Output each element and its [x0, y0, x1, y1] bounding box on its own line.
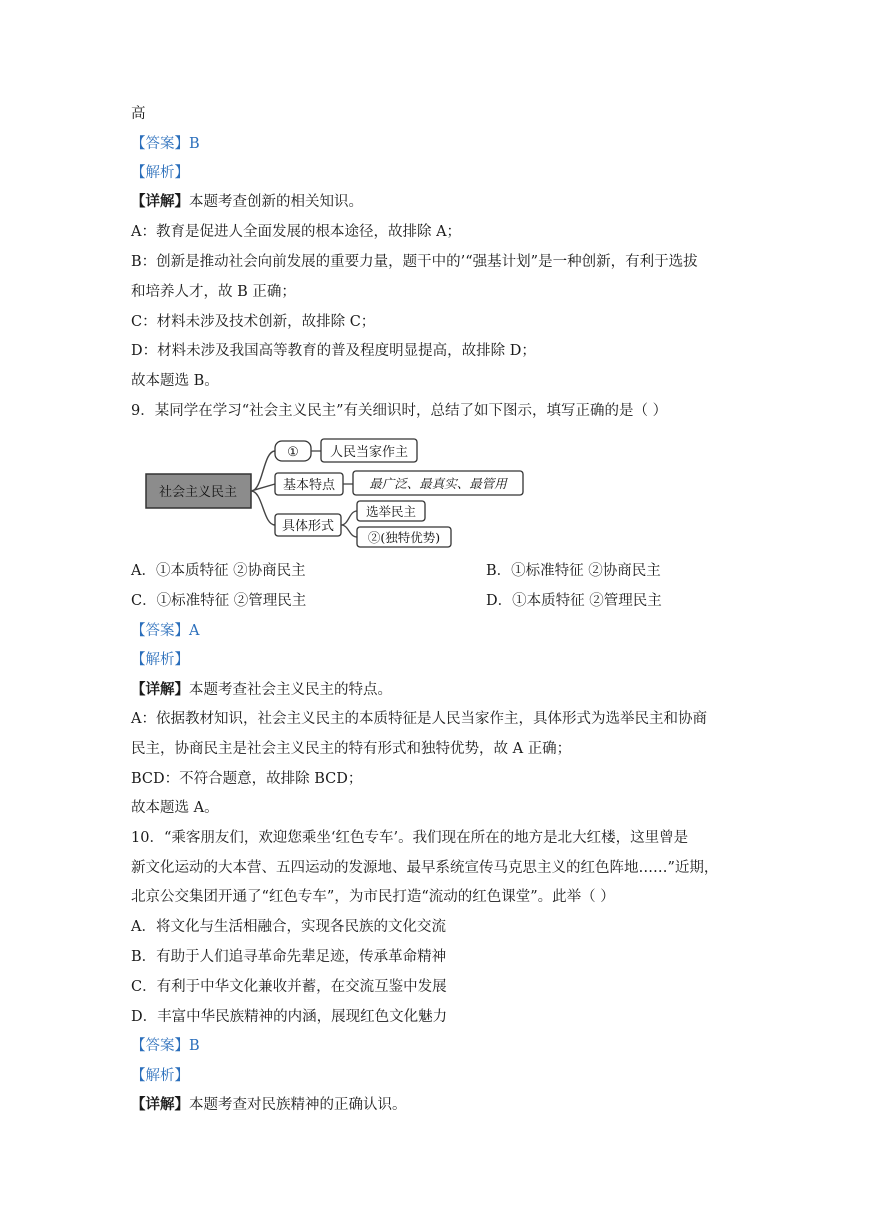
text-line: 故本题选 A。 [131, 800, 219, 816]
option-a: A．①本质特征 ②协商民主 [131, 563, 306, 579]
diagram-leaf-1-label: 人民当家作主 [329, 445, 409, 460]
analysis-label: 【解析】 [131, 165, 189, 181]
diagram-leaf-3a-label: 选举民主 [365, 504, 417, 519]
question-10-cont: 新文化运动的大本营、五四运动的发源地、最早系统宣传马克思主义的红色阵地……”近期， [131, 860, 719, 876]
detail-line [131, 680, 392, 700]
option-d: D．丰富中华民族精神的内涵，展现红色文化魅力 [131, 1009, 448, 1025]
detail-text: 本题考查社会主义民主的特点。 [189, 682, 392, 698]
question-10-cont: 北京公交集团开通了“红色专车”，为市民打造“流动的红色课堂”。此举（ ） [131, 889, 615, 905]
diagram-leaf-2-label: 最广泛、最真实、最管用 [369, 476, 507, 491]
text-line: BCD：不符合题意，故排除 BCD； [131, 771, 363, 787]
answer-label: 【答案】B [131, 136, 200, 152]
analysis-label: 【解析】 [131, 652, 189, 668]
answer-label: 【答案】B [131, 1038, 200, 1054]
detail-label: 【详解】 [131, 193, 189, 210]
option-b: B．有助于人们追寻革命先辈足迹，传承革命精神 [131, 949, 447, 965]
text-line: 和培养人才，故 B 正确； [131, 284, 296, 300]
text-line: B：创新是推动社会向前发展的重要力量，题干中的’“强基计划”是一种创新，有利于选拔 [131, 254, 698, 270]
answer-label: 【答案】A [131, 623, 200, 639]
detail-text: 本题考查创新的相关知识。 [189, 194, 363, 210]
diagram-node-2-label: 基本特点 [282, 478, 336, 493]
option-a: A．将文化与生活相融合，实现各民族的文化交流 [131, 919, 446, 935]
question-10: 10．“乘客朋友们，欢迎您乘坐‘红色专车’。我们现在所在的地方是北大红楼，这里曾是 [131, 830, 689, 846]
detail-label: 【详解】 [131, 681, 189, 698]
detail-line [131, 1095, 407, 1115]
democracy-diagram [145, 433, 530, 553]
text-line: C：材料未涉及技术创新，故排除 C； [131, 314, 376, 330]
diagram-node-1-label: ① [287, 445, 299, 460]
detail-line [131, 192, 363, 212]
text-line: A：依据教材知识，社会主义民主的本质特征是人民当家作主，具体形式为选举民主和协商 [131, 711, 707, 727]
question-9: 9．某同学在学习“社会主义民主”有关细识时，总结了如下图示，填写正确的是（ ） [131, 403, 668, 419]
text-line: 高 [131, 106, 146, 122]
diagram-leaf-3b-label: ②(独特优势) [367, 530, 441, 545]
detail-text: 本题考查对民族精神的正确认识。 [189, 1097, 407, 1113]
option-c: C．有利于中华文化兼收并蓄，在交流互鉴中发展 [131, 979, 447, 995]
text-line: 故本题选 B。 [131, 373, 219, 389]
option-d: D．①本质特征 ②管理民主 [486, 593, 662, 609]
text-line: A：教育是促进人全面发展的根本途径，故排除 A； [131, 224, 462, 240]
diagram-node-3-label: 具体形式 [281, 519, 335, 534]
option-b: B．①标准特征 ②协商民主 [486, 563, 661, 579]
diagram-root-label: 社会主义民主 [158, 485, 238, 500]
analysis-label: 【解析】 [131, 1068, 189, 1084]
text-line: D：材料未涉及我国高等教育的普及程度明显提高，故排除 D； [131, 343, 536, 359]
option-c: C．①标准特征 ②管理民主 [131, 593, 307, 609]
text-line: 民主，协商民主是社会主义民主的特有形式和独特优势，故 A 正确； [131, 741, 572, 757]
detail-label: 【详解】 [131, 1096, 189, 1113]
